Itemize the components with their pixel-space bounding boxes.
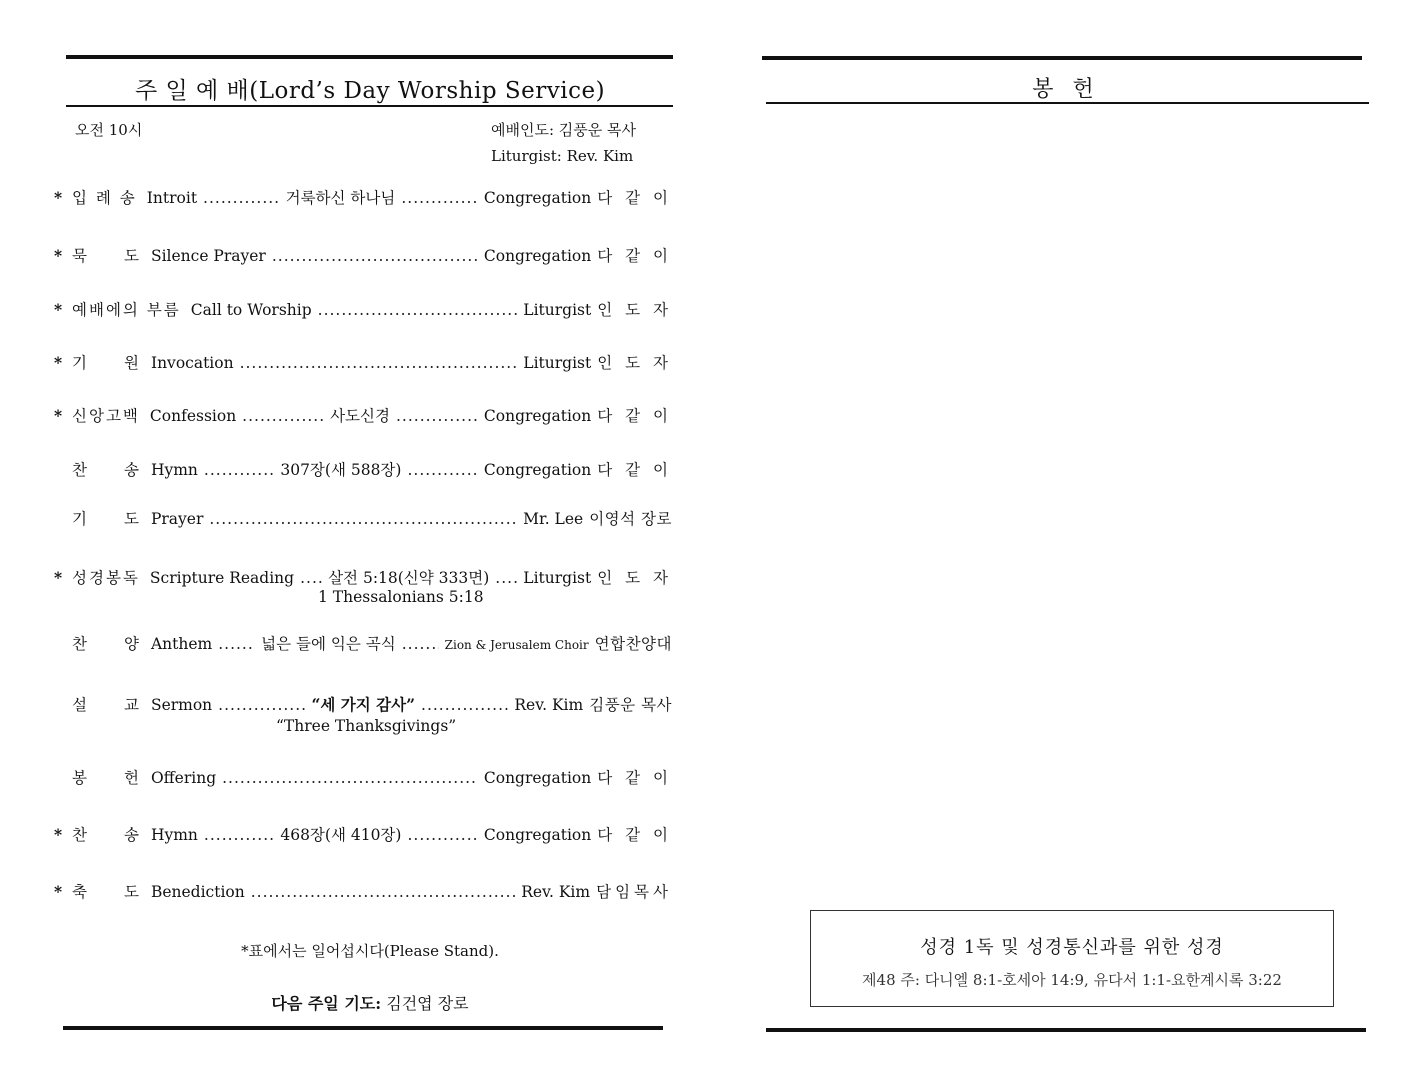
leader-dots — [407, 826, 477, 844]
bible-reading-schedule: 제48 주: 다니엘 8:1-호세아 14:9, 유다서 1:1-요한계시록 3:22 — [862, 971, 1282, 989]
service-time: 오전 10시 — [75, 121, 143, 139]
item-name-en: Anthem — [150, 635, 213, 653]
item-leader-ko: 김풍운 목사 — [589, 696, 673, 714]
item-detail: 넓은 들에 익은 곡식 — [261, 635, 396, 653]
next-prayer — [70, 991, 670, 1014]
item-leader-en: Zion & Jerusalem Choir — [444, 638, 589, 652]
item-name-ko: 예배에의 부름 — [72, 301, 181, 319]
item-leader-en: Congregation — [483, 461, 592, 479]
leader-dots — [204, 461, 274, 479]
item-name-en: Benediction — [150, 883, 245, 901]
item-leader-ko: 연합찬양대 — [594, 635, 672, 653]
item-leader-ko: 인 도 자 — [597, 301, 672, 319]
stand-marker: * — [53, 300, 63, 319]
order-row — [50, 244, 672, 266]
leader-dots — [272, 247, 478, 265]
leader-dots — [242, 407, 324, 425]
item-leader-ko: 다 같 이 — [597, 189, 673, 207]
stand-marker: * — [53, 882, 63, 901]
stand-marker: * — [53, 188, 63, 207]
item-leader-ko: 담임목사 — [596, 883, 672, 901]
order-row — [50, 880, 672, 902]
stand-marker: * — [53, 353, 63, 372]
right-top-rule — [762, 56, 1362, 60]
item-leader-ko: 다 같 이 — [597, 247, 672, 265]
item-detail: “세 가지 감사” — [311, 695, 416, 714]
leader-dots — [407, 461, 477, 479]
leader-dots — [251, 883, 516, 901]
liturgist-ko: 예배인도: 김풍운 목사 — [491, 121, 637, 139]
leader-dots — [300, 569, 322, 587]
leader-dots — [396, 407, 478, 425]
order-row — [50, 507, 672, 529]
item-leader-en: Congregation — [483, 189, 592, 207]
order-row — [50, 693, 672, 715]
leader-dots — [204, 826, 274, 844]
item-leader-ko: 이영석 장로 — [589, 510, 672, 528]
service-title: 주 일 예 배(Lord’s Day Worship Service) — [134, 78, 606, 104]
item-name-en: Offering — [150, 769, 217, 787]
item-name-ko: 기 원 — [72, 354, 141, 372]
item-leader-ko: 다 같 이 — [597, 461, 673, 479]
scripture-sub: 1 Thessalonians 5:18 — [318, 588, 484, 606]
item-detail: 거룩하신 하나님 — [285, 189, 396, 207]
order-row — [50, 566, 672, 588]
next-prayer-label: 다음 주일 기도: — [271, 994, 382, 1013]
leader-dots — [218, 696, 305, 714]
item-name-en: Call to Worship — [190, 301, 312, 319]
item-name-ko: 축 도 — [72, 883, 141, 901]
item-leader-en: Congregation — [483, 247, 592, 265]
bible-reading-box — [810, 910, 1334, 1007]
item-leader-en: Rev. Kim — [521, 883, 591, 901]
leader-dots — [318, 301, 518, 319]
item-leader-ko: 다 같 이 — [597, 769, 672, 787]
leader-dots — [209, 510, 517, 528]
item-leader-en: Liturgist — [523, 354, 592, 372]
stand-marker: * — [53, 825, 63, 844]
leader-dots — [203, 189, 280, 207]
order-row — [50, 186, 672, 208]
item-name-ko: 봉 헌 — [72, 769, 141, 787]
item-name-en: Scripture Reading — [149, 569, 295, 587]
item-leader-en: Congregation — [483, 769, 592, 787]
item-name-ko: 묵 도 — [72, 247, 141, 265]
item-detail: 468장(새 410장) — [280, 826, 402, 844]
item-leader-ko: 다 같 이 — [597, 826, 673, 844]
item-leader-en: Liturgist — [523, 569, 592, 587]
leader-dots — [218, 635, 255, 653]
order-row — [50, 458, 672, 480]
stand-note: *표에서는 일어섭시다(Please Stand). — [241, 942, 499, 960]
left-bottom-rule — [63, 1026, 663, 1030]
item-name-en: Hymn — [150, 826, 198, 844]
item-name-ko: 찬 양 — [72, 635, 141, 653]
leader-dots — [402, 635, 439, 653]
item-name-en: Invocation — [150, 354, 234, 372]
item-leader-ko: 인 도 자 — [597, 354, 672, 372]
leader-dots — [222, 769, 478, 787]
order-row — [50, 632, 672, 654]
sermon-sub: “Three Thanksgivings” — [276, 717, 457, 735]
item-name-ko: 입 례 송 — [72, 189, 137, 207]
item-detail: 307장(새 588장) — [280, 461, 402, 479]
item-name-en: Prayer — [150, 510, 204, 528]
left-top-rule — [66, 55, 673, 59]
item-leader-en: Congregation — [483, 826, 592, 844]
item-leader-en: Liturgist — [523, 301, 592, 319]
item-name-en: Silence Prayer — [150, 247, 266, 265]
order-row — [50, 351, 672, 373]
item-leader-en: Congregation — [483, 407, 592, 425]
item-name-ko: 찬 송 — [72, 461, 141, 479]
order-row — [50, 766, 672, 788]
bible-reading-title: 성경 1독 및 성경통신과를 위한 성경 — [920, 937, 1224, 958]
item-name-ko: 신앙고백 — [72, 407, 140, 425]
item-name-ko: 기 도 — [72, 510, 141, 528]
item-leader-ko: 인 도 자 — [597, 569, 672, 587]
offering-title: 봉 헌 — [1032, 77, 1100, 102]
leader-dots — [495, 569, 517, 587]
item-detail: 살전 5:18(신약 333면) — [328, 569, 490, 587]
leader-dots — [240, 354, 518, 372]
item-name-en: Sermon — [150, 696, 213, 714]
right-bottom-rule — [766, 1028, 1366, 1032]
liturgist-en: Liturgist: Rev. Kim — [491, 147, 634, 165]
item-leader-en: Rev. Kim — [514, 696, 584, 714]
item-detail: 사도신경 — [330, 407, 390, 425]
left-title-underline — [66, 105, 673, 107]
right-title-underline — [766, 102, 1369, 104]
stand-marker: * — [53, 568, 63, 587]
next-prayer-name: 김건엽 장로 — [386, 994, 469, 1013]
item-name-en: Introit — [146, 189, 198, 207]
leader-dots — [401, 189, 478, 207]
stand-marker: * — [53, 246, 63, 265]
item-leader-ko: 다 같 이 — [597, 407, 673, 425]
item-name-ko: 성경봉독 — [72, 569, 140, 587]
item-name-en: Hymn — [150, 461, 198, 479]
item-name-ko: 설 교 — [72, 696, 141, 714]
item-leader-en: Mr. Lee — [523, 510, 584, 528]
order-row — [50, 298, 672, 320]
leader-dots — [421, 696, 508, 714]
order-row — [50, 823, 672, 845]
item-name-ko: 찬 송 — [72, 826, 141, 844]
item-name-en: Confession — [149, 407, 237, 425]
order-row — [50, 404, 672, 426]
stand-marker: * — [53, 406, 63, 425]
